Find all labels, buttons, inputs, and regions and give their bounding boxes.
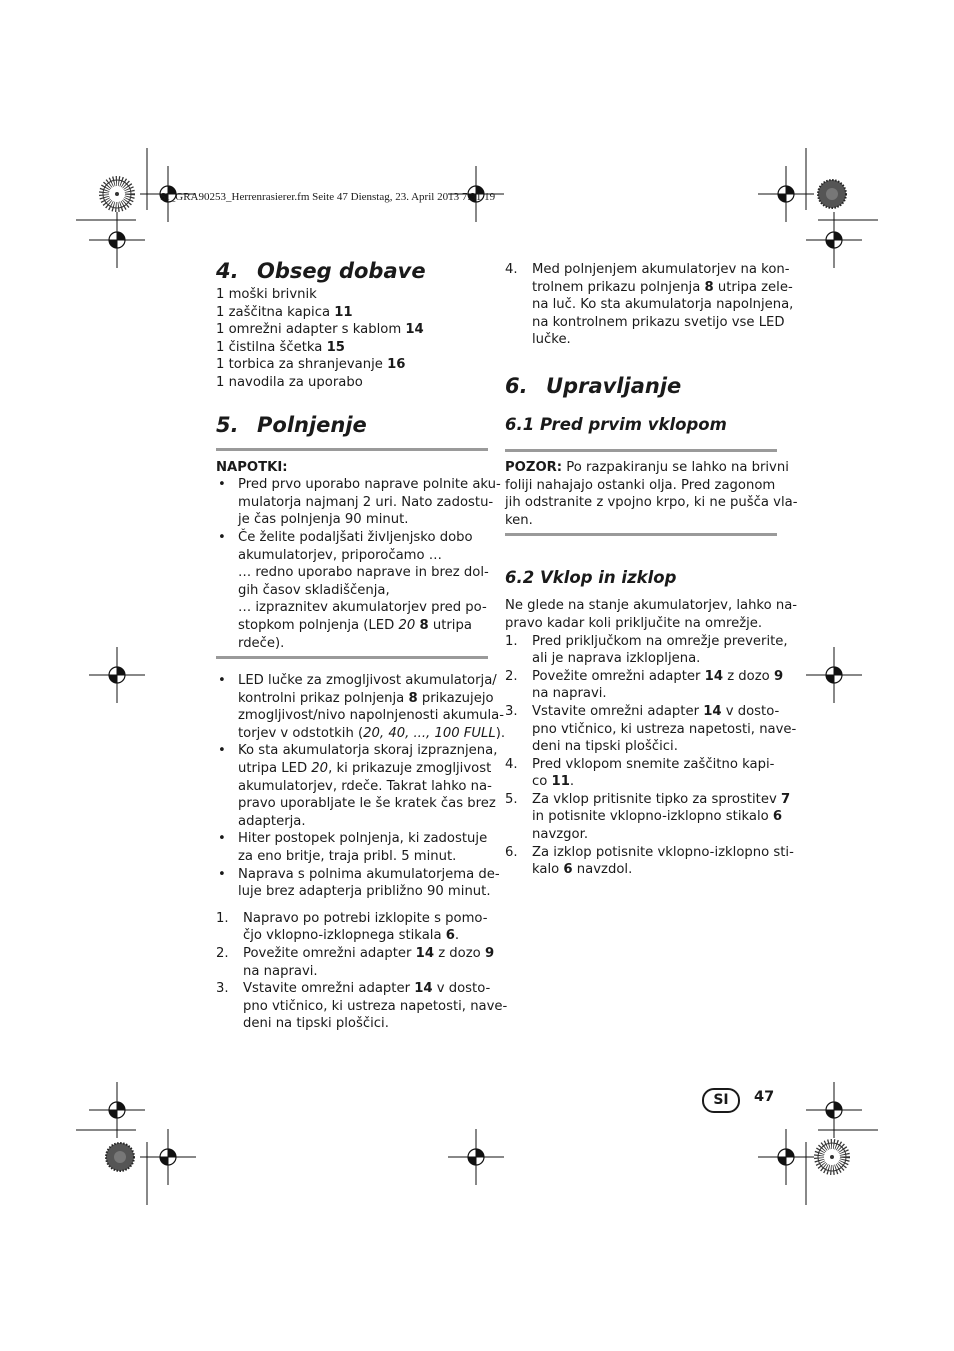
list-item: • Naprava s polnima akumulatorjema de- luje brez adapterja približno 90 minut. (218, 866, 500, 900)
reg-target (806, 647, 862, 703)
list-item: 3. Vstavite omrežni adapter 14 v dosto- pno vtičnico, ki ustreza napetosti, nave- deni na tipski ploščici. (216, 981, 508, 1032)
section-6-title: 6. Upravljanje (505, 373, 682, 398)
page-number: 47 (754, 1089, 775, 1105)
reg-target (448, 1129, 504, 1185)
list-item: 5. Za vklop pritisnite tipko za sprostitev 7 in potisnite vklopno-izklopno stikalo 6 navzgor. (505, 791, 791, 843)
list-item: 1 moški brivnik (216, 287, 317, 302)
list-item: 1. Napravo po potrebi izklopite s pomo- čjo vklopno-izklopnega stikala 6. (216, 910, 488, 944)
note-divider-top (216, 448, 488, 451)
left-column (216, 258, 508, 1033)
section-4-title: 4. Obseg dobave (216, 259, 426, 283)
note-box (216, 459, 501, 653)
list-item: • Če želite podaljšati življenjsko dobo akumulatorjev, priporočamo … … redno uporabo naprave in brez dol- gih časov skladiščenja, … izpraznitev akumulatorjev pred po- stopkom polnjenja (LED 20 8 utripa rdeče). (218, 529, 489, 651)
list-item: 1. Pred priključkom na omrežje preverite, ali je naprava izklopljena. (505, 633, 788, 667)
warning-box: POZOR: Po razpakiranju se lahko na brivni foliji nahajajo ostanki olja. Pred zagonom jih odstranite z vpojno krpo, ki ne pušča vla- ken. (505, 459, 798, 528)
list-item: 6. Za izklop potisnite vklopno-izklopno sti- kalo 6 navzdol. (505, 844, 794, 878)
color-patch (818, 180, 846, 208)
list-item: • Ko sta akumulatorja skoraj izpraznjena, utripa LED 20, ki prikazuje zmogljivost akumulatorjev, rdeče. Takrat lahko na- pravo uporabljate le še kratek čas brez adapterja. (218, 743, 498, 829)
list-item: 4. Med polnjenjem akumulatorjev na kon- trolnem prikazu polnjenja 8 utripa zele- na luč. Ko sta akumulatorja napolnjena, na kontrolnem prikazu svetijo vse LED lučke. (505, 262, 794, 348)
list-item: 4. Pred vklopom snemite zaščitno kapi- co 11. (505, 756, 775, 790)
contents-list (216, 286, 488, 392)
list-item: 1 čistilna ščetka 15 (216, 339, 345, 355)
warning-divider-top (505, 449, 777, 452)
list-item: • Hiter postopek polnjenja, ki zadostuje za eno britje, traja pribl. 5 minut. (218, 831, 488, 865)
list-item: • Pred prvo uporabo naprave polnite aku- mulatorja najmanj 2 uri. Nato zadostu- je čas polnjenja 90 minut. (218, 477, 501, 528)
section-5-title: 5. Polnjenje (216, 412, 367, 437)
warning-divider-bottom (505, 533, 777, 536)
reg-target (140, 1129, 196, 1185)
reg-target (89, 647, 145, 703)
list-item: 1 navodila za uporabo (216, 374, 363, 390)
list-item: • LED lučke za zmogljivost akumulatorja/ kontrolni prikaz polnjenja 8 prikazujejo zmogljivost/nivo napolnjenosti akumula- torjev v odstotkih (20, 40, ..., 100 FULL). (218, 673, 506, 741)
right-column (505, 261, 798, 879)
color-patch (106, 1143, 134, 1171)
sub-item: … izpraznitev akumulatorjev pred po- stopkom polnjenja (LED 20 8 utripa rdeče). (238, 600, 487, 651)
list-item: 2. Povežite omrežni adapter 14 z dozo 9 na napravi. (216, 946, 495, 979)
list-item: 1 omrežni adapter s kablom 14 (216, 322, 424, 338)
note-divider-bottom (216, 656, 488, 659)
list-item: 3. Vstavite omrežni adapter 14 v dosto- pno vtičnico, ki ustreza napetosti, nave- deni na tipski ploščici. (505, 703, 797, 755)
file-info-header: SI_GRA90253_Herrenrasierer.fm Seite 47 Dienstag, 23. April 2013 7:31 19 (160, 191, 496, 203)
list-item: 2. Povežite omrežni adapter 14 z dozo 9 na napravi. (505, 668, 784, 702)
section-6-1-title: 6.1 Pred prvim vklopom (505, 414, 727, 434)
switch-steps (505, 633, 797, 879)
language-badge: SI (702, 1088, 740, 1113)
section-6-2-title: 6.2 Vklop in izklop (505, 568, 677, 588)
color-patch (818, 1143, 846, 1171)
charging-info-list (216, 672, 506, 901)
charging-steps (216, 910, 508, 1033)
note-label: NAPOTKI: (216, 459, 288, 475)
color-patch (103, 180, 131, 208)
list-item: 1 torbica za shranjevanje 16 (216, 357, 406, 373)
list-item: 1 zaščitna kapica 11 (216, 304, 353, 320)
sub-item: … redno uporabo naprave in brez dol- gih časov skladiščenja, (238, 565, 489, 598)
switch-intro: Ne glede na stanje akumulatorjev, lahko na- pravo kadar koli priključite na omrežje. (505, 598, 798, 631)
